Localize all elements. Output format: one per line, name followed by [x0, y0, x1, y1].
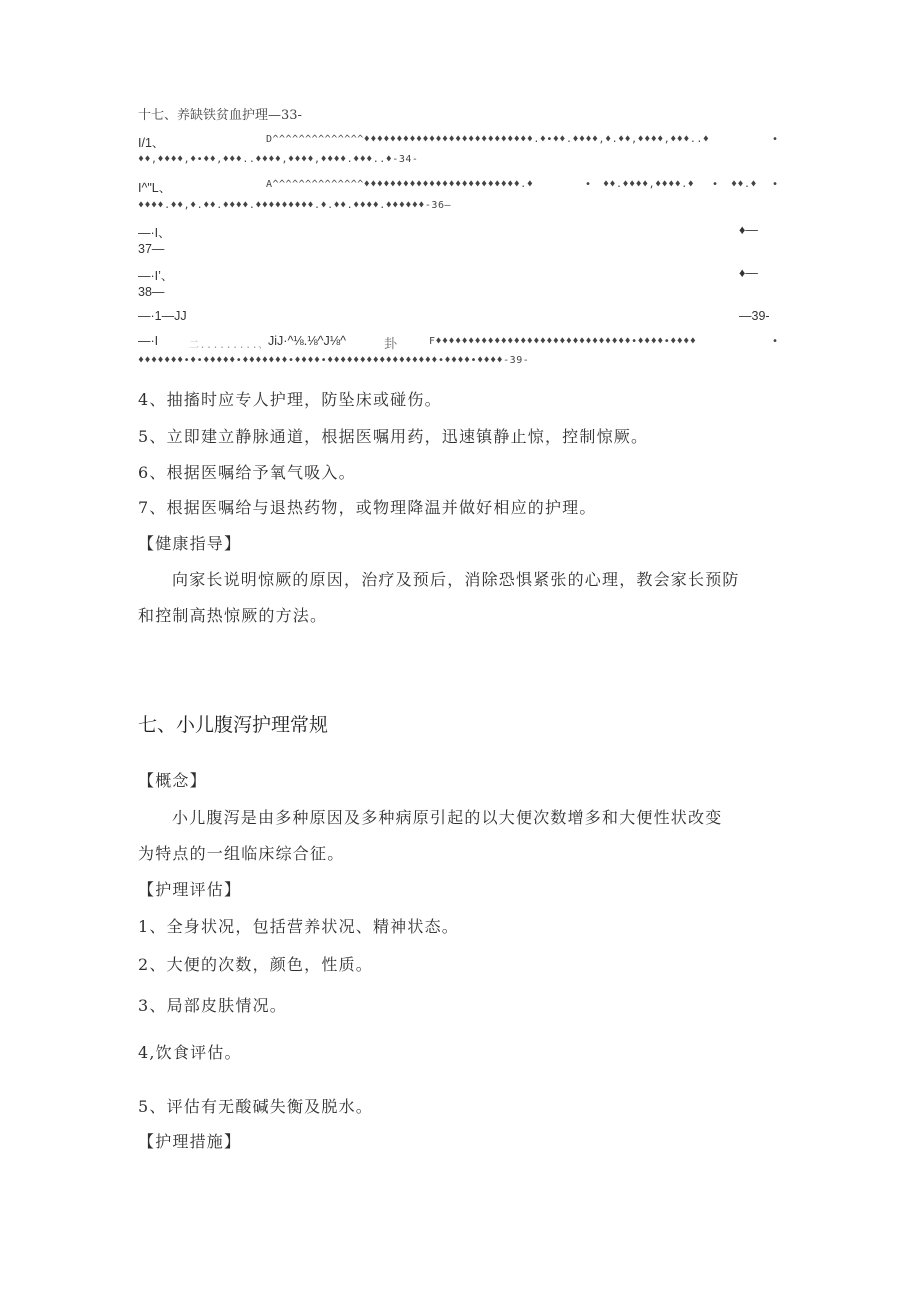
toc-entry-number: I^"L、: [138, 181, 172, 195]
toc-leader-continuation: ♦♦♦♦♦♦♦•♦•♦♦♦♦♦•♦♦♦♦♦♦♦•♦♦♦♦•♦♦♦♦♦♦♦♦♦♦♦♦♦♦♦♦♦•♦♦♦♦•♦♦♦♦-39-: [138, 355, 530, 366]
list-item: 1、全身状况，包括营养状况、精神状态。: [138, 917, 459, 936]
toc-fragment: 二.........、: [189, 340, 269, 351]
section-heading: 【护理评估】: [138, 880, 242, 899]
section-heading: 【护理措施】: [138, 1132, 242, 1151]
toc-leader-dots: A^^^^^^^^^^^^^^♦♦♦♦♦♦♦♦♦♦♦♦♦♦♦♦♦♦♦♦♦♦♦♦.♦: [266, 179, 534, 190]
toc-leader-end: ♦—: [739, 266, 758, 280]
list-item: 4、抽搐时应专人护理，防坠床或碰伤。: [138, 390, 442, 409]
toc-page-number: 38—: [138, 285, 165, 299]
toc-fragment: JiJ·^⅛.⅛^J⅛^: [268, 334, 347, 348]
toc-leader-continuation: ♦♦♦♦.♦♦,♦.♦♦.♦♦♦♦.♦♦♦♦♦♦♦♦♦.♦.♦♦.♦♦♦♦.♦♦♦♦♦♦-36—: [138, 200, 451, 211]
list-item: 2、大便的次数，颜色，性质。: [138, 955, 373, 974]
toc-entry-number: —·I’、: [138, 269, 174, 283]
paragraph-line: 向家长说明惊厥的原因，治疗及预后，消除恐惧紧张的心理，教会家长预防: [172, 570, 740, 589]
toc-fragment: 卦: [384, 337, 398, 352]
toc-leader-dots: ♦♦.♦♦♦♦,♦♦♦♦.♦: [603, 179, 695, 190]
toc-leader-dots: F♦♦♦♦♦♦♦♦♦♦♦♦♦♦♦♦♦♦♦♦♦♦♦♦♦♦♦♦♦♦•♦♦♦♦•♦♦♦♦: [429, 336, 697, 347]
toc-leader-continuation: ♦♦,♦♦♦♦,♦•♦♦,♦♦♦..♦♦♦♦,♦♦♦♦,♦♦♦♦.♦♦♦..♦-34-: [138, 154, 419, 165]
toc-leader-dots: D^^^^^^^^^^^^^^♦♦♦♦♦♦♦♦♦♦♦♦♦♦♦♦♦♦♦♦♦♦♦♦♦♦.♦•♦♦.♦♦♦♦,♦.♦♦,♦♦♦♦,♦♦♦..♦: [266, 134, 710, 145]
toc-leader-dot: •: [772, 336, 779, 347]
toc-leader-dot: •: [772, 179, 779, 190]
toc-line: 十七、养缺铁贫血护理—33-: [138, 108, 302, 123]
list-item: 7、根据医嘱给与退热药物，或物理降温并做好相应的护理。: [138, 498, 597, 517]
list-item: 5、立即建立静脉通道，根据医嘱用药，迅速镇静止惊，控制惊厥。: [138, 427, 649, 446]
section-title: 七、小儿腹泻护理常规: [138, 714, 329, 736]
toc-entry-number: —·I: [138, 334, 159, 348]
toc-leader-end: ♦—: [739, 223, 758, 237]
toc-leader-dot: •: [712, 179, 719, 190]
toc-page-number: —39-: [739, 309, 770, 323]
section-heading: 【概念】: [138, 771, 207, 790]
list-item: 4,饮食评估。: [138, 1043, 242, 1062]
toc-entry-number: —·I、: [138, 226, 171, 240]
toc-leader-dots: ♦♦.♦: [731, 179, 758, 190]
list-item: 6、根据医嘱给予氧气吸入。: [138, 463, 356, 482]
toc-page-number: 37—: [138, 242, 165, 256]
toc-entry-number: I/1、: [138, 136, 165, 150]
paragraph-line: 为特点的一组临床综合征。: [138, 844, 345, 863]
toc-leader-dot: •: [585, 179, 592, 190]
paragraph-line: 和控制高热惊厥的方法。: [138, 606, 328, 625]
list-item: 3、局部皮肤情况。: [138, 996, 287, 1015]
list-item: 5、评估有无酸碱失衡及脱水。: [138, 1097, 373, 1116]
paragraph-line: 小儿腹泻是由多种原因及多种病原引起的以大便次数增多和大便性状改变: [172, 808, 723, 827]
toc-entry-number: —·1—JJ: [138, 309, 187, 323]
toc-leader-dot: •: [772, 134, 779, 145]
section-heading: 【健康指导】: [138, 534, 242, 553]
